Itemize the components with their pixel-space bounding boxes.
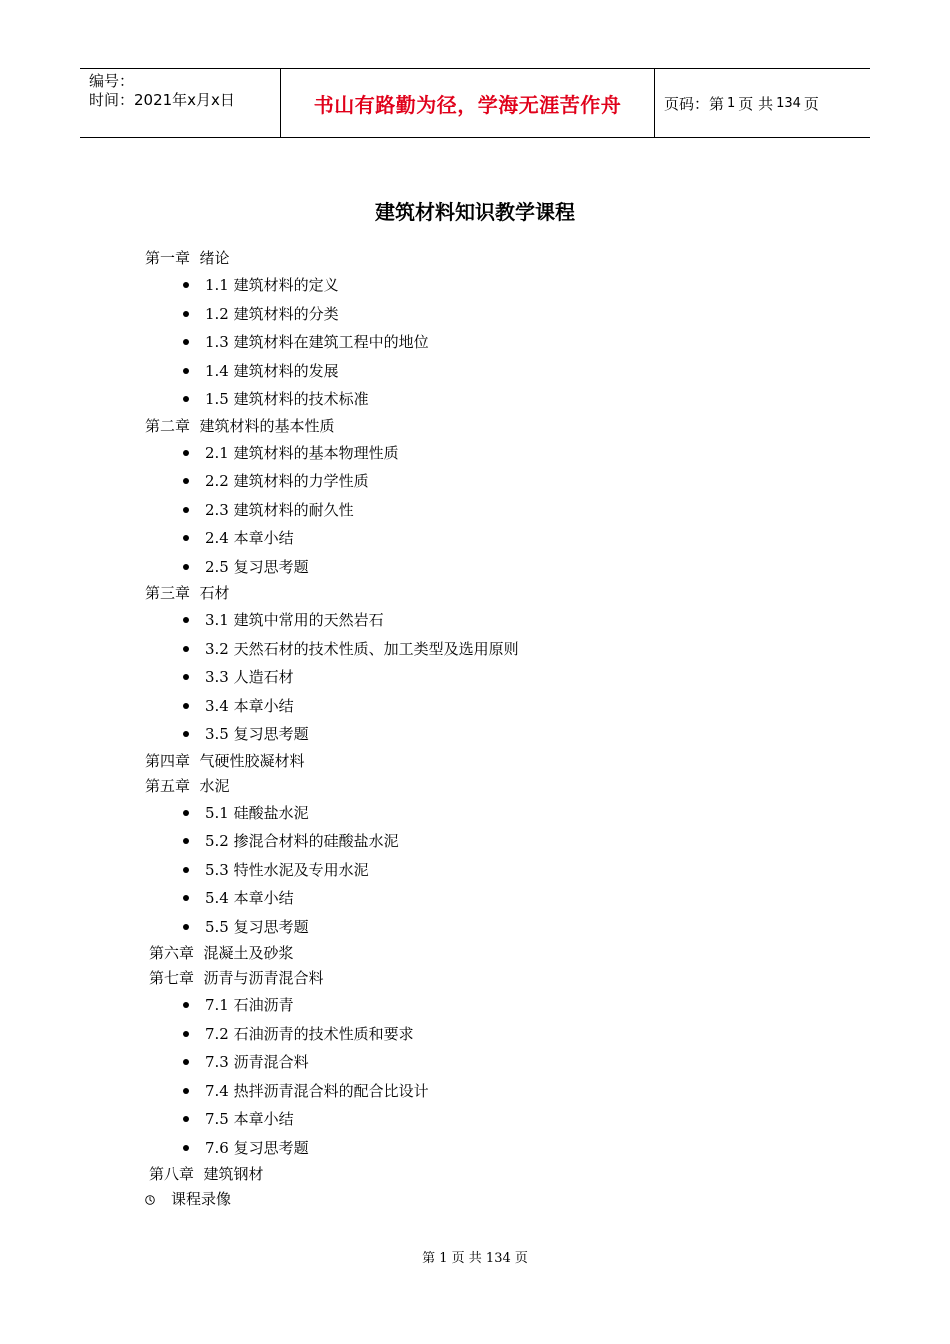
chapter-heading: 第八章 建筑钢材	[149, 1165, 264, 1183]
section-label: 1.2 建筑材料的分类	[205, 304, 339, 323]
bullet-icon	[183, 674, 189, 680]
chapter-heading: 第四章 气硬性胶凝材料	[145, 751, 305, 770]
number-label: 编号：	[89, 72, 135, 90]
section-label: 3.1 建筑中常用的天然岩石	[205, 611, 384, 629]
section-item	[145, 467, 845, 496]
bullet-icon	[183, 895, 189, 901]
bullet-icon	[183, 507, 189, 513]
section-item	[145, 300, 845, 329]
section-item	[145, 856, 845, 885]
chapter-heading: 第五章 水泥	[145, 776, 230, 795]
bullet-icon	[183, 924, 189, 930]
page-suffix: 页	[803, 94, 819, 113]
section-label: 7.6 复习思考题	[205, 1138, 309, 1157]
section-label: 2.1 建筑材料的基本物理性质	[205, 443, 399, 462]
section-item	[145, 553, 845, 582]
page-footer: 第 1 页 共 134 页	[422, 1251, 528, 1266]
section-item	[145, 692, 845, 721]
section-item	[145, 799, 845, 828]
bullet-icon	[183, 1002, 189, 1008]
section-item	[145, 271, 845, 300]
section-item	[145, 606, 845, 635]
section-label: 3.4 本章小结	[205, 696, 294, 715]
section-item	[145, 1134, 845, 1163]
page-total: 134	[776, 95, 801, 111]
bullet-icon	[183, 1031, 189, 1037]
section-item	[145, 496, 845, 525]
section-item	[145, 635, 845, 664]
section-item	[145, 439, 845, 468]
section-label: 5.2 掺混合材料的硅酸盐水泥	[205, 832, 399, 850]
bullet-icon	[183, 368, 189, 374]
section-item	[145, 720, 845, 749]
section-label: 1.3 建筑材料在建筑工程中的地位	[205, 333, 429, 351]
header-motto-cell	[281, 69, 655, 137]
page-mid: 页 共	[738, 94, 774, 113]
header-meta	[80, 69, 281, 137]
bullet-icon	[183, 339, 189, 345]
table-of-contents	[145, 246, 845, 1212]
bullet-icon	[183, 838, 189, 844]
bullet-icon	[183, 867, 189, 873]
bullet-icon	[183, 282, 189, 288]
section-label: 3.3 人造石材	[205, 668, 294, 686]
bullet-icon	[183, 731, 189, 737]
section-item	[145, 328, 845, 357]
header-page-info	[655, 69, 870, 137]
page-title: 建筑材料知识教学课程	[375, 200, 575, 224]
section-label: 7.2 石油沥青的技术性质和要求	[205, 1024, 414, 1043]
chapter-heading: 第二章 建筑材料的基本性质	[145, 416, 335, 435]
section-item	[145, 884, 845, 913]
bullet-icon	[183, 617, 189, 623]
bullet-icon	[183, 450, 189, 456]
section-label: 3.5 复习思考题	[205, 725, 309, 743]
section-item	[145, 524, 845, 553]
course-video-label: 课程录像	[171, 1190, 232, 1208]
course-video-item	[145, 1187, 845, 1212]
motto: 书山有路勤为径，学海无涯苦作舟	[313, 92, 622, 117]
bullet-icon	[183, 535, 189, 541]
bullet-icon	[183, 1088, 189, 1094]
section-label: 1.5 建筑材料的技术标准	[205, 390, 369, 408]
section-item	[145, 1105, 845, 1134]
time-label: 时间：2021年x月x日	[89, 91, 235, 109]
clock-icon	[145, 1195, 155, 1205]
section-label: 2.2 建筑材料的力学性质	[205, 472, 369, 490]
bullet-icon	[183, 810, 189, 816]
section-label: 5.3 特性水泥及专用水泥	[205, 860, 369, 879]
section-label: 7.3 沥青混合料	[205, 1053, 309, 1071]
section-label: 1.4 建筑材料的发展	[205, 361, 339, 380]
bullet-icon	[183, 1059, 189, 1065]
section-label: 7.4 热拌沥青混合料的配合比设计	[205, 1081, 429, 1100]
bullet-icon	[183, 1116, 189, 1122]
bullet-icon	[183, 703, 189, 709]
section-item	[145, 913, 845, 942]
page-prefix: 页码：第	[664, 94, 725, 113]
bullet-icon	[183, 478, 189, 484]
section-item	[145, 357, 845, 386]
section-label: 1.1 建筑材料的定义	[205, 276, 339, 294]
chapter-heading: 第一章 绪论	[145, 249, 230, 267]
section-item	[145, 385, 845, 414]
chapter-heading: 第六章 混凝土及砂浆	[149, 944, 294, 962]
section-label: 2.5 复习思考题	[205, 557, 309, 576]
section-item	[145, 1077, 845, 1106]
bullet-icon	[183, 311, 189, 317]
bullet-icon	[183, 1145, 189, 1151]
chapter-heading: 第三章 石材	[145, 584, 230, 602]
chapter-heading: 第七章 沥青与沥青混合料	[149, 969, 324, 987]
section-label: 2.3 建筑材料的耐久性	[205, 500, 354, 519]
section-item	[145, 1048, 845, 1077]
section-item	[145, 663, 845, 692]
section-label: 5.4 本章小结	[205, 889, 294, 907]
header-table	[80, 68, 870, 138]
section-label: 3.2 天然石材的技术性质、加工类型及选用原则	[205, 639, 519, 658]
bullet-icon	[183, 646, 189, 652]
section-item	[145, 991, 845, 1020]
section-item	[145, 827, 845, 856]
bullet-icon	[183, 396, 189, 402]
section-label: 2.4 本章小结	[205, 529, 294, 547]
section-label: 5.1 硅酸盐水泥	[205, 803, 309, 822]
section-item	[145, 1020, 845, 1049]
bullet-icon	[183, 564, 189, 570]
page-current: 1	[727, 95, 736, 111]
section-label: 7.5 本章小结	[205, 1110, 294, 1128]
section-label: 7.1 石油沥青	[205, 996, 294, 1014]
section-label: 5.5 复习思考题	[205, 917, 309, 936]
